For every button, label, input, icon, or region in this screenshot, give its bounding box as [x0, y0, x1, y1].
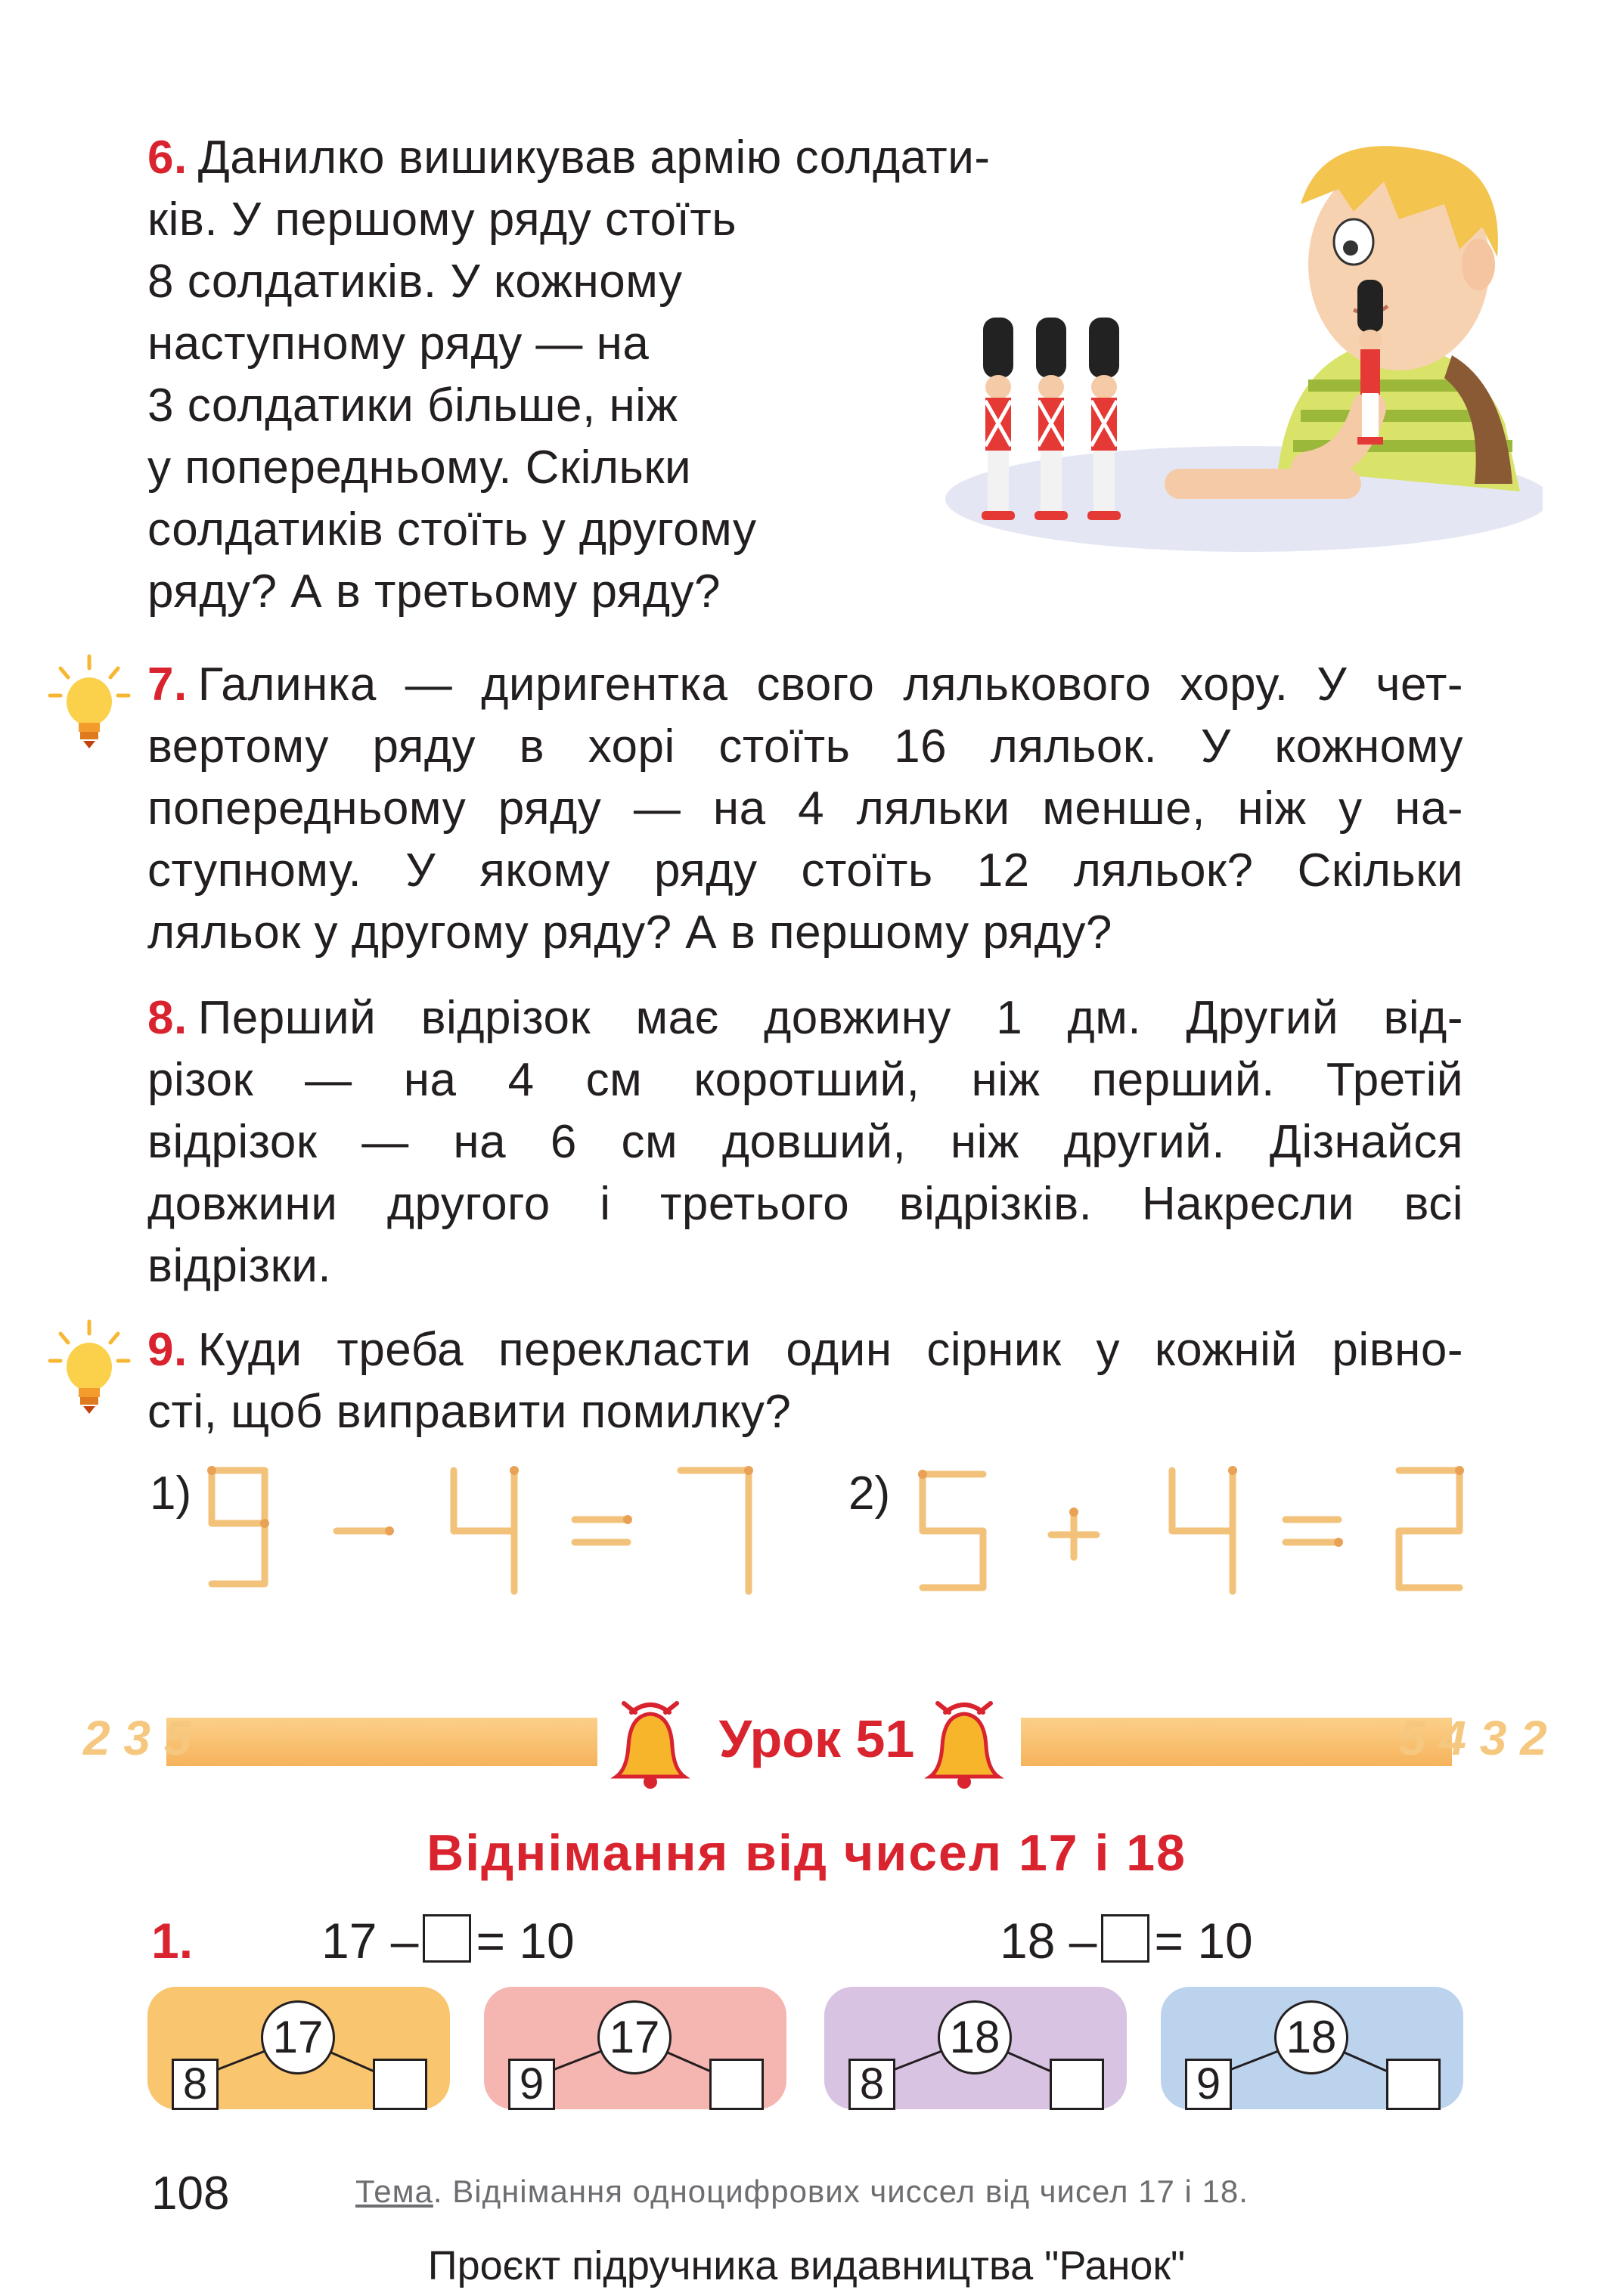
- task-text-line: ряду? А в третьому ряду?: [147, 565, 721, 618]
- task-text-line: наступному ряду — на: [147, 318, 650, 370]
- equation-17: [321, 1910, 575, 1971]
- part-number: 8: [172, 2059, 219, 2110]
- equation-label-2: 2): [848, 1467, 891, 1520]
- task-text-line: у попередньому. Скільки: [147, 442, 692, 494]
- page-number: 108: [151, 2167, 230, 2220]
- equation-18: [1000, 1910, 1253, 1971]
- number-card: [147, 1987, 450, 2109]
- task-text-line: солдатиків стоїть у другому: [147, 504, 757, 556]
- answer-box[interactable]: [423, 1914, 471, 1963]
- lesson-subtitle: Віднімання від чисел 17 і 18: [427, 1824, 1186, 1882]
- exercise-number: 1.: [151, 1913, 194, 1969]
- task-8: [147, 987, 1463, 1297]
- task-text-line: 8 солдатиків. У кожному: [147, 256, 683, 308]
- decorative-numbers-left: 2 3 5: [83, 1711, 191, 1765]
- task-text-line: Куди треба перекласти один сірник у кожній рівно-: [197, 1324, 1463, 1376]
- task-number: 7.: [147, 658, 188, 711]
- task-number: 9.: [147, 1324, 188, 1376]
- task-text-line: відрізок — на 6 см довший, ніж другий. Дізнайся: [147, 1116, 1463, 1168]
- task-text-line: Данилко вишикував армію солдати-: [197, 132, 991, 184]
- task-number: 8.: [147, 992, 188, 1044]
- equation-right: = 10: [1154, 1913, 1253, 1969]
- part-number: 9: [508, 2059, 555, 2110]
- publisher-footer: Проєкт підручника видавництва "Ранок": [427, 2243, 1186, 2288]
- task-text-line: ляльок у другому ряду? А в першому ряду?: [147, 906, 1112, 959]
- number-card: [484, 1987, 786, 2109]
- lightbulb-icon: [44, 1315, 135, 1421]
- whole-number: 18: [938, 2000, 1012, 2074]
- number-card: [824, 1987, 1127, 2109]
- task-text-line: 3 солдатики більше, ніж: [147, 380, 678, 432]
- whole-number: 17: [261, 2000, 335, 2074]
- theme-label: Тема: [355, 2174, 433, 2209]
- matchstick-equation-1: [197, 1455, 802, 1607]
- bell-icon: [609, 1697, 692, 1792]
- whole-number: 17: [597, 2000, 672, 2074]
- part-number: 8: [848, 2059, 895, 2110]
- task-text-line: Галинка — диригентка свого лялькового хору. У чет-: [197, 658, 1463, 711]
- part-number: 9: [1185, 2059, 1232, 2110]
- task-9: [147, 1319, 1463, 1443]
- task-text-line: попередньому ряду — на 4 ляльки менше, ніж у на-: [147, 782, 1463, 835]
- lightbulb-icon: [44, 650, 135, 756]
- equation-left: 18 –: [1000, 1913, 1097, 1969]
- answer-box[interactable]: [373, 2059, 427, 2110]
- task-text-line: вертому ряду в хорі стоїть 16 ляльок. У кожному: [147, 720, 1463, 773]
- task-number: 6.: [147, 132, 188, 184]
- equation-right: = 10: [476, 1913, 575, 1969]
- equation-left: 17 –: [321, 1913, 419, 1969]
- number-card: [1161, 1987, 1463, 2109]
- boy-with-toy-soldiers-illustration: [900, 136, 1543, 575]
- lesson-theme: [355, 2174, 1249, 2210]
- lesson-title: Урок 51: [718, 1709, 915, 1768]
- equation-label-1: 1): [150, 1467, 192, 1520]
- theme-text: . Віднімання одноцифрових чиссел від чисел 17 і 18.: [433, 2174, 1249, 2209]
- task-6: [147, 127, 990, 623]
- matchstick-equation-2: [900, 1455, 1490, 1607]
- task-text-line: сті, щоб виправити помилку?: [147, 1386, 792, 1438]
- task-text-line: відрізки.: [147, 1240, 332, 1292]
- answer-box[interactable]: [1386, 2059, 1441, 2110]
- task-text-line: довжини другого і третього відрізків. Накресли всі: [147, 1178, 1463, 1230]
- decorative-numbers-right: 5 4 3 2: [1399, 1711, 1547, 1765]
- answer-box[interactable]: [1101, 1914, 1149, 1963]
- task-7: [147, 654, 1463, 964]
- task-text-line: Перший відрізок має довжину 1 дм. Другий від-: [197, 992, 1463, 1044]
- bell-icon: [923, 1697, 1006, 1792]
- answer-box[interactable]: [1050, 2059, 1104, 2110]
- whole-number: 18: [1274, 2000, 1348, 2074]
- task-text-line: ків. У першому ряду стоїть: [147, 194, 737, 246]
- answer-box[interactable]: [709, 2059, 764, 2110]
- task-text-line: ступному. У якому ряду стоїть 12 ляльок? Скільки: [147, 844, 1463, 897]
- task-text-line: різок — на 4 см коротший, ніж перший. Третій: [147, 1054, 1463, 1106]
